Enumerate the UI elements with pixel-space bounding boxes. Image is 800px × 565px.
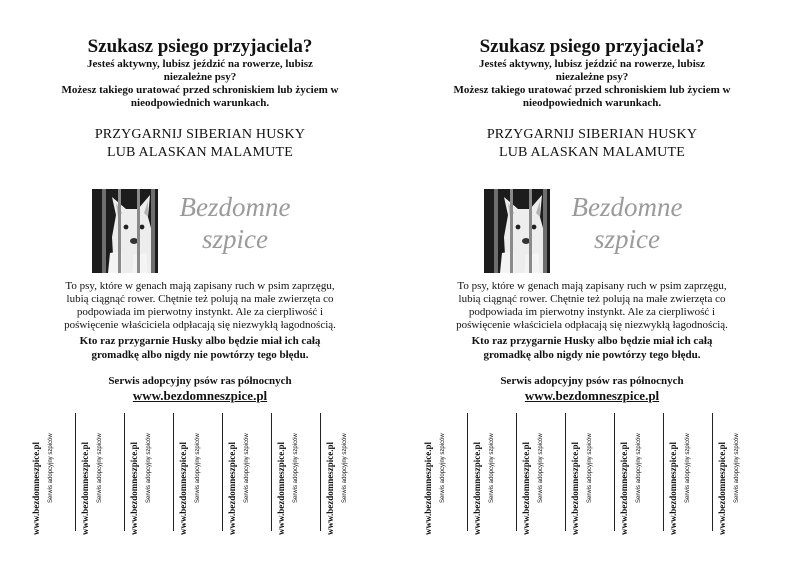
tab-subtitle: Serwis adopcyjny szpiców [440,433,446,503]
tab-divider [271,413,272,531]
dog-behind-bars-image [484,189,550,273]
tear-off-tabs [418,413,766,537]
body-line: poświęcenie właściciela odpłacają się niezwykłą łagodnością. [64,319,336,331]
body-line: To psy, które w genach mają zapisany ruch w psim zaprzęgu, [457,280,727,292]
tear-off-tab[interactable] [173,413,225,537]
tab-subtitle: Serwis adopcyjny szpiców [685,433,691,503]
tab-divider [173,413,174,531]
tab-url: www.bezdomneszpice.pl [668,442,678,535]
body-line: lubią ciągnąć rower. Chętnie też polują na małe zwierzęta co [66,293,334,305]
adopt-heading [392,126,792,162]
bold-line: gromadkę albo nigdy nie powtórzy tego błędu. [483,349,701,361]
logo-text [160,191,310,255]
tab-divider [75,413,76,531]
body-line: To psy, które w genach mają zapisany ruch w psim zaprzęgu, [65,280,335,292]
adopt-line: LUB ALASKAN MALAMUTE [107,145,293,160]
tab-url: www.bezdomneszpice.pl [717,442,727,535]
service-name: Serwis adopcyjny psów ras północnych [108,375,292,387]
intro-line: Jesteś aktywny, lubisz jeździć na rowerze, lubisz [479,58,705,70]
tab-subtitle: Serwis adopcyjny szpiców [48,433,54,503]
tear-off-tab[interactable] [565,413,617,537]
adopt-line: PRZYGARNIJ SIBERIAN HUSKY [94,127,306,142]
intro-line: niezależne psy? [163,71,237,83]
logo-text [552,191,702,255]
website-link[interactable]: www.bezdomneszpice.pl [132,388,268,403]
dog-behind-bars-image [92,189,158,273]
body-line: podpowiada im pierwotny instynkt. Ale za cierpliwość i [468,306,716,318]
adopt-line: LUB ALASKAN MALAMUTE [499,145,685,160]
tab-url: www.bezdomneszpice.pl [472,442,482,535]
intro-line: Możesz takiego uratować przed schroniskiem lub życiem w [453,84,731,96]
tab-subtitle: Serwis adopcyjny szpiców [244,433,250,503]
tear-off-tab[interactable] [320,413,372,537]
bold-line: gromadkę albo nigdy nie powtórzy tego błędu. [91,349,309,361]
tear-off-tab[interactable] [663,413,715,537]
tab-subtitle: Serwis adopcyjny szpiców [587,433,593,503]
website-link[interactable]: www.bezdomneszpice.pl [524,388,660,403]
flyer-title: Szukasz psiego przyjaciela? [87,36,313,57]
intro-line: Możesz takiego uratować przed schroniskiem lub życiem w [61,84,339,96]
tab-url: www.bezdomneszpice.pl [325,442,335,535]
tab-divider [516,413,517,531]
tab-subtitle: Serwis adopcyjny szpiców [293,433,299,503]
tear-off-tab[interactable] [124,413,176,537]
tab-url: www.bezdomneszpice.pl [276,442,286,535]
tab-subtitle: Serwis adopcyjny szpiców [342,433,348,503]
tear-off-tab[interactable] [271,413,323,537]
adopt-line: PRZYGARNIJ SIBERIAN HUSKY [486,127,698,142]
tear-off-tab[interactable] [516,413,568,537]
intro-line: Jesteś aktywny, lubisz jeździć na rowerze, lubisz [87,58,313,70]
tear-off-tab[interactable] [467,413,519,537]
tear-off-tab[interactable] [26,413,78,537]
tab-divider [663,413,664,531]
tab-url: www.bezdomneszpice.pl [227,442,237,535]
tab-divider [614,413,615,531]
tab-divider [124,413,125,531]
intro-text [442,58,742,110]
intro-line: nieodpowiednich warunkach. [130,97,270,109]
tab-divider [320,413,321,531]
body-bold-text [432,334,752,362]
tab-divider [467,413,468,531]
tear-off-tabs [26,413,374,537]
tab-subtitle: Serwis adopcyjny szpiców [97,433,103,503]
tab-url: www.bezdomneszpice.pl [423,442,433,535]
tear-off-tab[interactable] [222,413,274,537]
logo-line: Bezdomne [571,192,683,222]
logo-line: szpice [202,224,268,254]
bold-line: Kto raz przygarnie Husky albo będzie miał ich całą [471,335,713,347]
tab-subtitle: Serwis adopcyjny szpiców [146,433,152,503]
tab-url: www.bezdomneszpice.pl [178,442,188,535]
tear-off-tab[interactable] [712,413,764,537]
logo-line: szpice [594,224,660,254]
body-text [40,280,360,332]
tab-subtitle: Serwis adopcyjny szpiców [636,433,642,503]
tab-url: www.bezdomneszpice.pl [31,442,41,535]
body-line: podpowiada im pierwotny instynkt. Ale za cierpliwość i [76,306,324,318]
intro-line: nieodpowiednich warunkach. [522,97,662,109]
bezdomne-szpice-logo [92,185,310,277]
tab-subtitle: Serwis adopcyjny szpiców [734,433,740,503]
logo-line: Bezdomne [179,192,291,222]
tab-subtitle: Serwis adopcyjny szpiców [489,433,495,503]
intro-text [50,58,350,110]
intro-line: niezależne psy? [555,71,629,83]
tab-url: www.bezdomneszpice.pl [521,442,531,535]
tear-off-tab[interactable] [75,413,127,537]
tear-off-tab[interactable] [418,413,470,537]
tab-divider [222,413,223,531]
body-line: lubią ciągnąć rower. Chętnie też polują na małe zwierzęta co [458,293,726,305]
tab-divider [712,413,713,531]
bold-line: Kto raz przygarnie Husky albo będzie miał ich całą [79,335,321,347]
tab-url: www.bezdomneszpice.pl [129,442,139,535]
tear-off-tab[interactable] [614,413,666,537]
adopt-heading [0,126,400,162]
tab-subtitle: Serwis adopcyjny szpiców [538,433,544,503]
tab-divider [565,413,566,531]
body-text [432,280,752,332]
flyer-right [392,0,792,565]
tab-url: www.bezdomneszpice.pl [80,442,90,535]
tab-url: www.bezdomneszpice.pl [570,442,580,535]
service-name: Serwis adopcyjny psów ras północnych [500,375,684,387]
body-bold-text [40,334,360,362]
bezdomne-szpice-logo [484,185,702,277]
tab-subtitle: Serwis adopcyjny szpiców [195,433,201,503]
body-line: poświęcenie właściciela odpłacają się niezwykłą łagodnością. [456,319,728,331]
tab-url: www.bezdomneszpice.pl [619,442,629,535]
flyer-title: Szukasz psiego przyjaciela? [479,36,705,57]
